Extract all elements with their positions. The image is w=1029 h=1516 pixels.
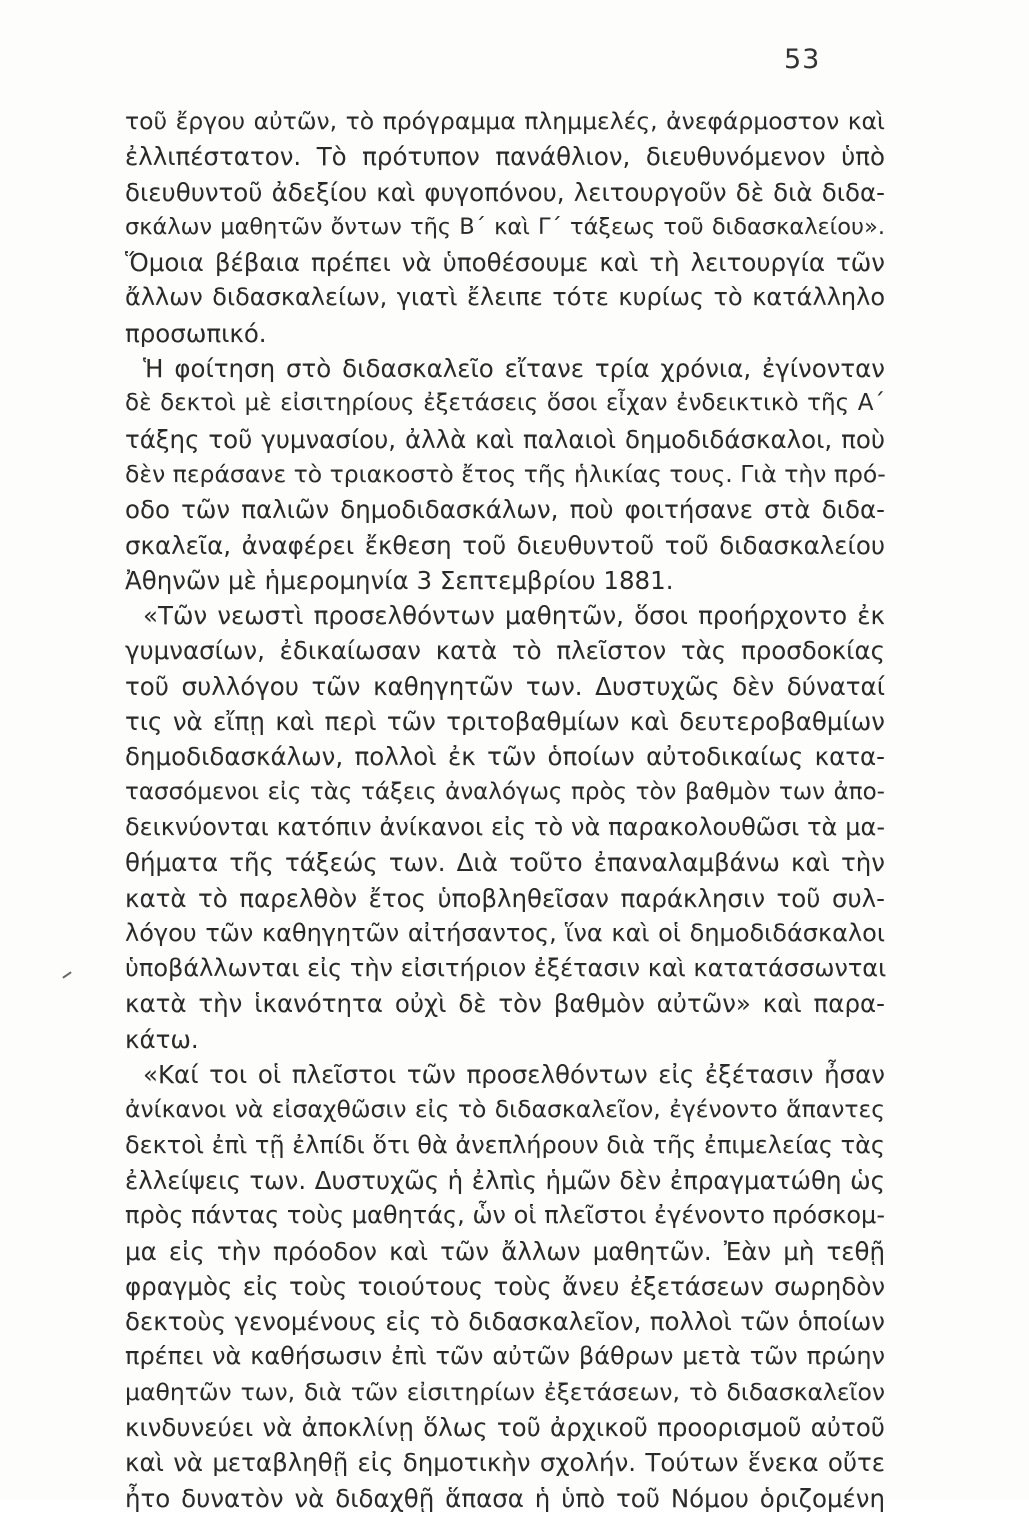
text-line: τοῦ ἔργου αὐτῶν, τὸ πρόγραμμα πλημμελές, ἀνεφάρμοστον καὶ <box>125 107 885 135</box>
text-line: ὑποβάλλωνται εἰς τὴν εἰσιτήριον ἐξέτασιν καὶ κατατάσσωνται <box>125 954 887 983</box>
page-number: 53 <box>784 44 821 75</box>
text-line: ἦτο δυνατὸν νὰ διδαχθῇ ἅπασα ἡ ὑπὸ τοῦ Νόμου ὁριζομένη <box>125 1483 885 1513</box>
text-line: δεικνύονται κατόπιν ἀνίκανοι εἰς τὸ νὰ παρακολουθῶσι τὰ μα- <box>125 812 885 841</box>
text-line: δημοδιδασκάλων, πολλοὶ ἐκ τῶν ὁποίων αὐτοδικαίως κατα- <box>125 742 885 772</box>
text-line: «Καί τοι οἱ πλεῖστοι τῶν προσελθόντων εἰς ἐξέτασιν ἦσαν <box>143 1060 885 1090</box>
text-line: ἐλλιπέστατον. Τὸ πρότυπον πανάθλιον, διευθυνόμενον ὑπὸ <box>125 142 885 172</box>
text-line: ἀνίκανοι νὰ εἰσαχθῶσιν εἰς τὸ διδασκαλεῖον, ἐγένοντο ἅπαντες <box>125 1095 885 1124</box>
text-line: δεκτοὺς γενομένους εἰς τὸ διδασκαλεῖον, πολλοὶ τῶν ὁποίων <box>125 1307 885 1337</box>
text-line: ἐλλείψεις των. Δυστυχῶς ἡ ἐλπὶς ἡμῶν δὲν ἐπραγματώθη ὡς <box>125 1165 885 1195</box>
text-line: διευθυντοῦ ἀδεξίου καὶ φυγοπόνου, λειτουργοῦν δὲ διὰ διδα- <box>125 177 885 207</box>
text-line: σκάλων μαθητῶν ὄντων τῆς Β΄ καὶ Γ΄ τάξεως τοῦ διδασκαλείου». <box>125 213 885 240</box>
text-line: γυμνασίων, ἐδικαίωσαν κατὰ τὸ πλεῖστον τὰς προσδοκίας <box>125 636 885 666</box>
text-line: δὲ δεκτοὶ μὲ εἰσιτηρίους ἐξετάσεις ὅσοι εἶχαν ἐνδεικτικὸ τῆς Α΄ <box>125 390 885 417</box>
text-line: φραγμὸς εἰς τοὺς τοιούτους τοὺς ἄνευ ἐξετάσεων σωρηδὸν <box>125 1271 885 1301</box>
text-line: καὶ νὰ μεταβληθῇ εἰς δημοτικὴν σχολήν. Τούτων ἕνεκα οὔτε <box>125 1448 885 1478</box>
text-line: δεκτοὶ ἐπὶ τῇ ἐλπίδι ὅτι θὰ ἀνεπλήρουν διὰ τῆς ἐπιμελείας τὰς <box>125 1130 885 1159</box>
text-line: τοῦ συλλόγου τῶν καθηγητῶν των. Δυστυχῶς δὲν δύναταί <box>125 671 885 701</box>
text-line: κινδυνεύει νὰ ἀποκλίνῃ ὅλως τοῦ ἀρχικοῦ προορισμοῦ αὐτοῦ <box>125 1412 885 1442</box>
text-line: πρέπει νὰ καθήσωσιν ἐπὶ τῶν αὐτῶν βάθρων μετὰ τῶν πρώην <box>125 1342 885 1371</box>
text-line: μα εἰς τὴν πρόοδον καὶ τῶν ἄλλων μαθητῶν. Ἐὰν μὴ τεθῇ <box>125 1236 885 1266</box>
text-line: κατὰ τὴν ἱκανότητα οὐχὶ δὲ τὸν βαθμὸν αὐτῶν» καὶ παρα- <box>125 989 885 1019</box>
text-line: σκαλεῖα, ἀναφέρει ἔκθεση τοῦ διευθυντοῦ τοῦ διδασκαλείου <box>125 530 885 560</box>
text-line: τασσόμενοι εἰς τὰς τάξεις ἀναλόγως πρὸς τὸν βαθμὸν των ἀπο- <box>125 778 885 805</box>
text-line: δὲν περάσανε τὸ τριακοστὸ ἔτος τῆς ἡλικίας τους. Γιὰ τὴν πρό- <box>125 459 886 488</box>
text-line: οδο τῶν παλιῶν δημοδιδασκάλων, ποὺ φοιτήσανε στὰ διδα- <box>125 495 885 525</box>
text-line: πρὸς πάντας τοὺς μαθητάς, ὧν οἱ πλεῖστοι ἐγένοντο πρόσκομ- <box>125 1201 885 1230</box>
text-line: θήματα τῆς τάξεώς των. Διὰ τοῦτο ἐπαναλαμβάνω καὶ τὴν <box>125 848 885 878</box>
text-line: ἄλλων διδασκαλείων, γιατὶ ἔλειπε τότε κυρίως τὸ κατάλληλο <box>125 283 885 312</box>
text-line: κάτω. <box>125 1024 199 1054</box>
text-line: τάξης τοῦ γυμνασίου, ἀλλὰ καὶ παλαιοὶ δημοδιδάσκαλοι, ποὺ <box>125 424 885 454</box>
text-line: τις νὰ εἴπῃ καὶ περὶ τῶν τριτοβαθμίων καὶ δευτεροβαθμίων <box>125 707 885 737</box>
text-line: Ἀθηνῶν μὲ ἡμερομηνία 3 Σεπτεμβρίου 1881. <box>125 565 674 595</box>
text-line: Ἡ φοίτηση στὸ διδασκαλεῖο εἴτανε τρία χρόνια, ἐγίνονταν <box>143 354 885 384</box>
text-line: μαθητῶν των, διὰ τῶν εἰσιτηρίων ἐξετάσεων, τὸ διδασκαλεῖον <box>125 1377 885 1406</box>
text-line: λόγου τῶν καθηγητῶν αἰτήσαντος, ἵνα καὶ οἱ δημοδιδάσκαλοι <box>125 918 885 947</box>
text-line: Ὅμοια βέβαια πρέπει νὰ ὑποθέσουμε καὶ τὴ λειτουργία τῶν <box>125 248 885 278</box>
margin-mark <box>62 971 71 978</box>
body-text <box>125 104 885 1516</box>
text-line: «Τῶν νεωστὶ προσελθόντων μαθητῶν, ὅσοι προήρχοντο ἐκ <box>143 601 885 631</box>
text-line: κατὰ τὸ παρελθὸν ἔτος ὑποβληθεῖσαν παράκλησιν τοῦ συλ- <box>125 883 885 913</box>
text-line: προσωπικό. <box>125 318 267 348</box>
